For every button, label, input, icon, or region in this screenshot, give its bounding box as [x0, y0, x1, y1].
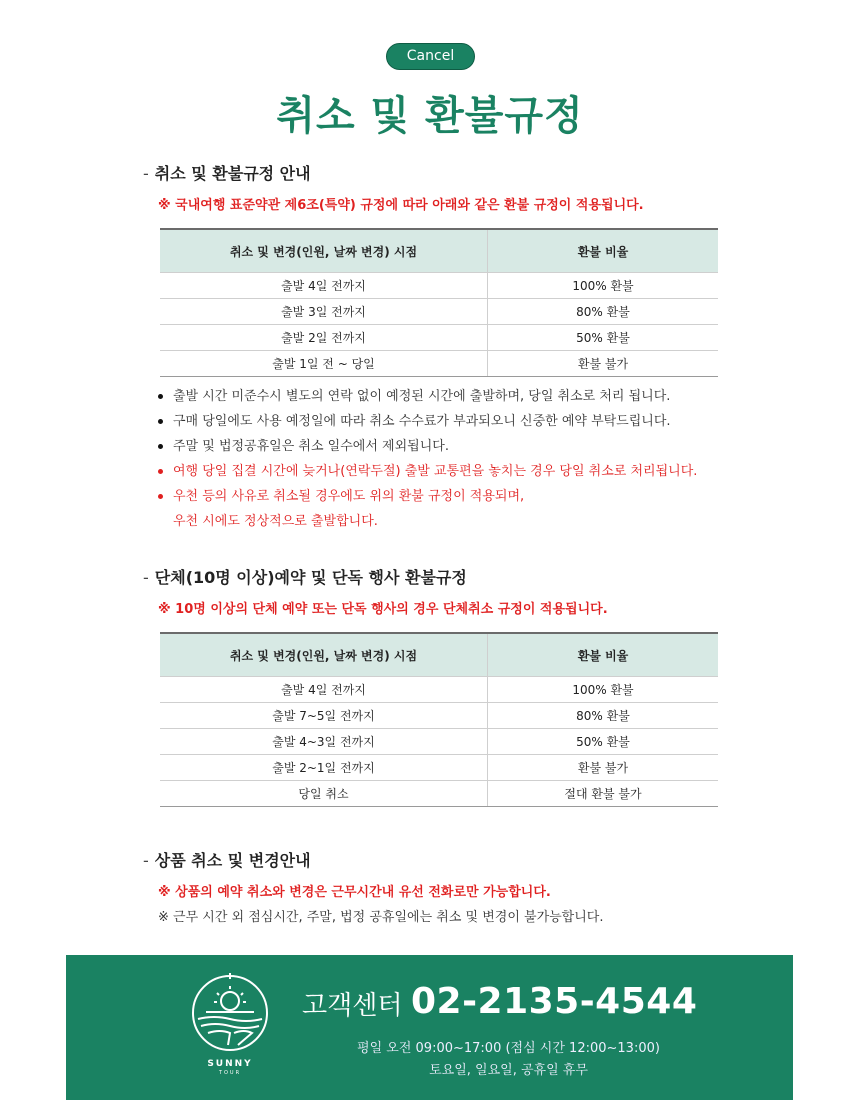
- business-hours: 평일 오전 09:00~17:00 (점심 시간 12:00~13:00): [357, 1041, 660, 1056]
- customer-center-label: 고객센터: [302, 991, 403, 1021]
- table-header-cell: 환불 비율: [488, 633, 719, 677]
- list-item-text: 여행 당일 집결 시간에 늦거나(연락두절) 출발 교통편을 놓치는 경우 당일 취소로 처리됩니다.: [173, 464, 698, 479]
- table-cell: 출발 1일 전 ~ 당일: [160, 351, 488, 377]
- list-item: [158, 509, 697, 534]
- bullet-icon: [158, 469, 163, 474]
- section-note: ※ 10명 이상의 단체 예약 또는 단독 행사의 경우 단체취소 규정이 적용됩니다.: [158, 602, 608, 617]
- table-row: [160, 703, 718, 729]
- group-refund-table: [160, 632, 718, 807]
- section-title-text: 단체(10명 이상)예약 및 단독 행사 환불규정: [154, 568, 467, 587]
- section-note-red: ※ 상품의 예약 취소와 변경은 근무시간내 유선 전화로만 가능합니다.: [158, 885, 551, 900]
- table-cell: 50% 환불: [488, 729, 719, 755]
- section-title-text: 취소 및 환불규정 안내: [154, 164, 311, 183]
- table-row: [160, 325, 718, 351]
- section-title-text: 상품 취소 및 변경안내: [154, 851, 311, 870]
- table-row: [160, 781, 718, 807]
- list-item-text: 출발 시간 미준수시 별도의 연락 없이 예정된 시간에 출발하며, 당일 취소로 처리 됩니다.: [173, 389, 671, 404]
- phone-number[interactable]: 02-2135-4544: [411, 981, 698, 1022]
- list-item: [158, 484, 697, 509]
- table-cell: 당일 취소: [160, 781, 488, 807]
- table-cell: 환불 불가: [488, 351, 719, 377]
- table-cell: 100% 환불: [488, 273, 719, 299]
- customer-center-footer: [66, 955, 793, 1100]
- list-item-text: 주말 및 법정공휴일은 취소 일수에서 제외됩니다.: [173, 439, 449, 454]
- table-cell: 환불 불가: [488, 755, 719, 781]
- holiday-notice: 토요일, 일요일, 공휴일 휴무: [429, 1063, 588, 1078]
- table-header-row: [160, 633, 718, 677]
- table-cell: 출발 2~1일 전까지: [160, 755, 488, 781]
- bullet-icon: [158, 494, 163, 499]
- bullet-icon: [158, 444, 163, 449]
- table-row: [160, 273, 718, 299]
- policy-bullet-list: [158, 384, 697, 534]
- table-cell: 출발 2일 전까지: [160, 325, 488, 351]
- bullet-icon: [158, 419, 163, 424]
- table-header-row: [160, 229, 718, 273]
- page-title: 취소 및 환불규정: [276, 93, 584, 139]
- table-cell: 80% 환불: [488, 299, 719, 325]
- cancel-badge: Cancel: [386, 43, 475, 70]
- table-header-cell: 환불 비율: [488, 229, 719, 273]
- bullet-icon: [158, 394, 163, 399]
- table-header-cell: 취소 및 변경(인원, 날짜 변경) 시점: [160, 229, 488, 273]
- refund-table: [160, 228, 718, 377]
- table-row: [160, 299, 718, 325]
- table-cell: 80% 환불: [488, 703, 719, 729]
- section-title-group-refund: - 단체(10명 이상)예약 및 단독 행사 환불규정: [143, 568, 467, 587]
- list-item-text: 구매 당일에도 사용 예정일에 따라 취소 수수료가 부과되오니 신중한 예약 부탁드립니다.: [173, 414, 671, 429]
- table-row: [160, 755, 718, 781]
- list-item: [158, 409, 697, 434]
- section-title-change-info: - 상품 취소 및 변경안내: [143, 851, 311, 870]
- logo-subtext: TOUR: [218, 1070, 242, 1076]
- list-item: [158, 434, 697, 459]
- table-cell: 절대 환불 불가: [488, 781, 719, 807]
- table-header-cell: 취소 및 변경(인원, 날짜 변경) 시점: [160, 633, 488, 677]
- table-cell: 출발 4~3일 전까지: [160, 729, 488, 755]
- table-cell: 출발 3일 전까지: [160, 299, 488, 325]
- table-cell: 50% 환불: [488, 325, 719, 351]
- table-cell: 출발 4일 전까지: [160, 677, 488, 703]
- list-item: [158, 459, 697, 484]
- table-row: [160, 351, 718, 377]
- table-row: [160, 729, 718, 755]
- table-cell: 100% 환불: [488, 677, 719, 703]
- section-title-refund-policy: - 취소 및 환불규정 안내: [143, 164, 311, 183]
- list-item-text: 우천 등의 사유로 취소될 경우에도 위의 환불 규정이 적용되며,: [173, 489, 525, 504]
- list-item: [158, 384, 697, 409]
- list-item-text: 우천 시에도 정상적으로 출발합니다.: [173, 514, 378, 529]
- logo-wordmark: SUNNY: [207, 1059, 253, 1069]
- section-note: ※ 국내여행 표준약관 제6조(특약) 규정에 따라 아래와 같은 환불 규정이 적용됩니다.: [158, 198, 644, 213]
- table-cell: 출발 7~5일 전까지: [160, 703, 488, 729]
- table-cell: 출발 4일 전까지: [160, 273, 488, 299]
- section-note-dark: ※ 근무 시간 외 점심시간, 주말, 법정 공휴일에는 취소 및 변경이 불가능합니다.: [158, 910, 604, 925]
- table-row: [160, 677, 718, 703]
